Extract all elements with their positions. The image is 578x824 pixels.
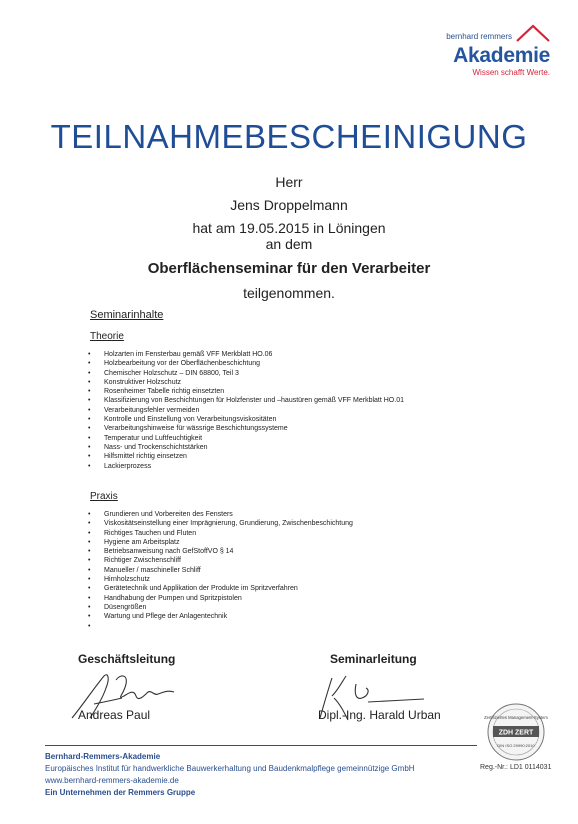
document-title: TEILNAHMEBESCHEINIGUNG — [50, 118, 528, 155]
footer-website: www.bernhard-remmers-akademie.de — [45, 776, 179, 785]
footer-academy-name: Bernhard-Remmers-Akademie — [45, 752, 161, 761]
an-dem-line: an dem — [265, 236, 313, 252]
list-item: • Richtiger Zwischenschliff — [88, 556, 353, 565]
logo-brand: bernhard remmers — [446, 32, 512, 41]
list-item: • Klassifizierung von Beschichtungen für Holzfenster und –haustüren gemäß VFF Merkblatt HO.01 — [88, 396, 404, 405]
footer-description: Europäisches Institut für handwerkliche Bauwerkerhaltung und Baudenkmalpflege gemeinnützige GmbH — [45, 764, 415, 773]
list-item: • Rosenheimer Tabelle richtig einsetzten — [88, 387, 404, 396]
management-signer: Andreas Paul — [78, 708, 151, 722]
list-item: • Chemischer Holzschutz – DIN 68800, Teil 3 — [88, 369, 404, 378]
logo-name: Akademie — [453, 44, 550, 67]
roof-icon — [516, 24, 550, 42]
participated-line: teilgenommen. — [243, 285, 335, 301]
list-item: • Betriebsanweisung nach GefStoffVO § 14 — [88, 547, 353, 556]
seal-mark: ZDH ZERT — [498, 729, 534, 737]
list-item: • Gerätetechnik und Applikation der Produkte im Spritzverfahren — [88, 584, 353, 593]
seal-bottom-text: DIN ISO 29990:2010 — [497, 743, 535, 748]
seminar-lead-signer: Dipl.-Ing. Harald Urban — [318, 708, 441, 722]
praxis-list — [88, 510, 353, 622]
list-item: • Hilfsmittel richtig einsetzen — [88, 452, 404, 461]
list-item: • Konstruktiver Holzschutz — [88, 378, 404, 387]
seminar-contents-heading: Seminarinhalte — [90, 309, 164, 321]
list-item: • Wartung und Pflege der Anlagentechnik — [88, 612, 353, 621]
list-item: • Viskositätseinstellung einer Imprägnierung, Grundierung, Zwischenbeschichtung — [88, 519, 353, 528]
list-item: • Manueller / maschineller Schliff — [88, 566, 353, 575]
participant-name: Jens Droppelmann — [230, 197, 348, 213]
salutation: Herr — [275, 174, 303, 190]
list-item: • Holzbearbeitung vor der Oberflächenbeschichtung — [88, 359, 404, 368]
list-item: • Hygiene am Arbeitsplatz — [88, 538, 353, 547]
list-item: • Verarbeitungshinweise für wässrige Beschichtungssysteme — [88, 424, 404, 433]
list-item: • Richtiges Tauchen und Fluten — [88, 529, 353, 538]
list-item: • Verarbeitungsfehler vermeiden — [88, 406, 404, 415]
management-heading: Geschäftsleitung — [78, 652, 176, 666]
praxis-heading: Praxis — [90, 491, 118, 502]
list-item: • Handhabung der Pumpen und Spritzpistolen — [88, 594, 353, 603]
list-item: • Grundieren und Vorbereiten des Fensters — [88, 510, 353, 519]
list-item: • Nass- und Trockenschichtstärken — [88, 443, 404, 452]
footer-group: Ein Unternehmen der Remmers Gruppe — [45, 788, 196, 797]
list-item: • Temperatur und Luftfeuchtigkeit — [88, 434, 404, 443]
footer-divider — [45, 745, 477, 746]
registration-number: Reg.-Nr.: LD1 0114031 — [480, 764, 552, 771]
date-location-line: hat am 19.05.2015 in Löningen — [192, 220, 386, 236]
list-item: • Düsengrößen — [88, 603, 353, 612]
akademie-logo — [420, 22, 550, 82]
list-item: • Lackierprozess — [88, 462, 404, 471]
seminar-lead-heading: Seminarleitung — [330, 652, 417, 666]
seal-top-text: Zertifiziertes Management-System — [484, 715, 548, 720]
list-item: • Kontrolle und Einstellung von Verarbeitungsviskositäten — [88, 415, 404, 424]
seminar-title: Oberflächenseminar für den Verarbeiter — [147, 260, 431, 277]
logo-claim: Wissen schafft Werte. — [472, 68, 550, 77]
theorie-heading: Theorie — [90, 331, 124, 342]
list-item: • Hirnholzschutz — [88, 575, 353, 584]
list-item: • Holzarten im Fensterbau gemäß VFF Merkblatt HO.06 — [88, 350, 404, 359]
theorie-list — [88, 350, 404, 471]
